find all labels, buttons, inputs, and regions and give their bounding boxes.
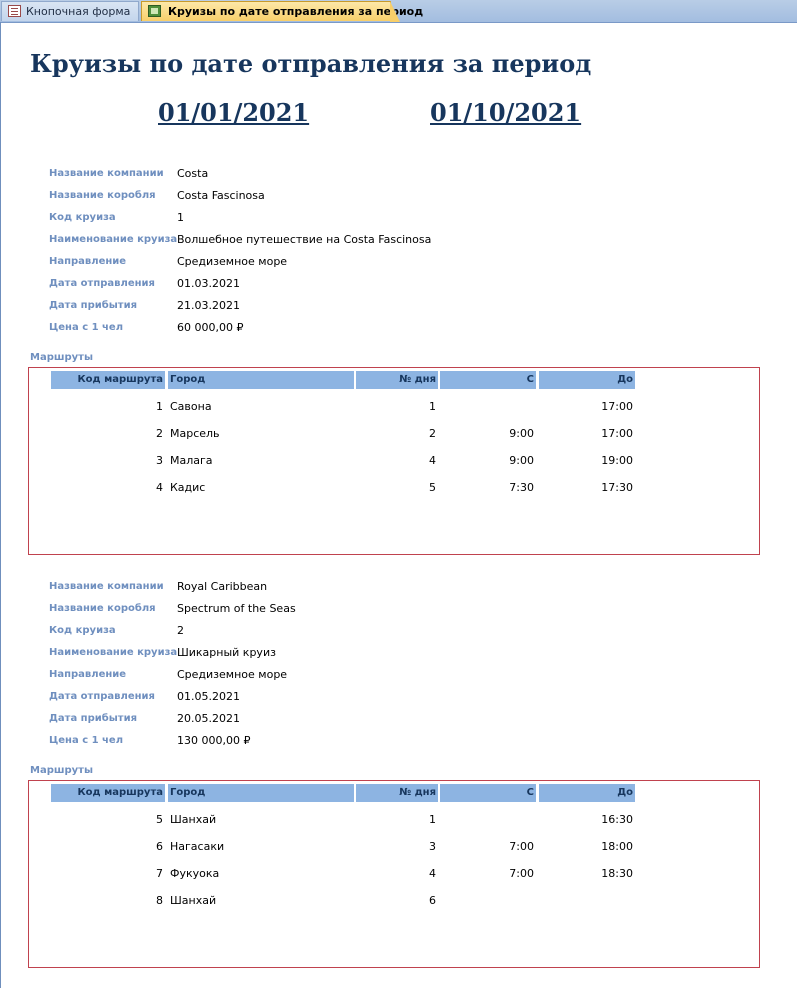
tab-label: Круизы по дате отправления за период	[168, 5, 424, 18]
route-from-cell: 7:30	[509, 481, 534, 494]
route-city-cell: Малага	[170, 454, 213, 467]
arrival-date-label: Дата прибытия	[49, 300, 138, 311]
route-to-cell: 17:00	[601, 427, 633, 440]
ship-name-label: Название коробля	[49, 603, 156, 614]
arrival-date-label: Дата прибытия	[49, 713, 138, 724]
tab-switchboard-form[interactable]	[1, 1, 139, 21]
route-city-cell: Шанхай	[170, 813, 217, 826]
column-header-day-number: № дня	[356, 371, 438, 389]
route-to-cell: 19:00	[601, 454, 633, 467]
ship-name-label: Название коробля	[49, 190, 156, 201]
column-header-city: Город	[168, 371, 354, 389]
route-code-cell: 1	[156, 400, 163, 413]
column-header-from: С	[440, 371, 536, 389]
direction-value: Средиземное море	[177, 255, 288, 268]
route-day-cell: 1	[429, 400, 436, 413]
column-header-route-code: Код маршрута	[51, 784, 165, 802]
cruise-code-label: Код круиза	[49, 625, 116, 636]
company-name-label: Название компании	[49, 581, 164, 592]
cruise-code-row	[0, 623, 797, 639]
route-city-cell: Шанхай	[170, 894, 217, 907]
route-day-cell: 2	[429, 427, 436, 440]
period-end-date: 01/10/2021	[430, 98, 582, 127]
route-day-cell: 6	[429, 894, 436, 907]
route-code-cell: 5	[156, 813, 163, 826]
route-day-cell: 1	[429, 813, 436, 826]
company-name-value: Costa	[177, 167, 209, 180]
direction-value: Средиземное море	[177, 668, 288, 681]
cruise-name-label: Наименование круиза	[49, 647, 178, 658]
departure-date-row	[0, 276, 797, 292]
cruise-name-value: Шикарный круиз	[177, 646, 276, 659]
cruise-code-value: 2	[177, 624, 184, 637]
document-tab-bar	[0, 0, 797, 23]
ship-name-row	[0, 601, 797, 617]
departure-date-value: 01.03.2021	[177, 277, 240, 290]
routes-subform[interactable]	[28, 780, 760, 968]
column-header-to: До	[539, 784, 635, 802]
cruise-code-row	[0, 210, 797, 226]
route-from-cell	[440, 400, 536, 414]
route-code-cell: 8	[156, 894, 163, 907]
ship-name-value: Costa Fascinosa	[177, 189, 265, 202]
price-per-person-row	[0, 733, 797, 749]
route-from-cell: 7:00	[509, 840, 534, 853]
company-name-value: Royal Caribbean	[177, 580, 268, 593]
route-day-cell: 4	[429, 454, 436, 467]
departure-date-label: Дата отправления	[49, 278, 155, 289]
column-header-day-number: № дня	[356, 784, 438, 802]
route-code-cell: 2	[156, 427, 163, 440]
route-to-cell: 16:30	[601, 813, 633, 826]
route-to-cell: 17:00	[601, 400, 633, 413]
route-to-cell: 17:30	[601, 481, 633, 494]
cruise-name-value: Волшебное путешествие на Costa Fascinosa	[177, 233, 432, 246]
route-from-cell	[440, 894, 536, 908]
column-header-city: Город	[168, 784, 354, 802]
arrival-date-row	[0, 711, 797, 727]
route-city-cell: Марсель	[170, 427, 220, 440]
route-day-cell: 5	[429, 481, 436, 494]
price-per-person-label: Цена с 1 чел	[49, 735, 124, 746]
route-city-cell: Фукуока	[170, 867, 220, 880]
route-city-cell: Кадис	[170, 481, 206, 494]
route-from-cell: 7:00	[509, 867, 534, 880]
report-title: Круизы по дате отправления за период	[30, 49, 592, 78]
column-header-to: До	[539, 371, 635, 389]
route-to-cell: 18:30	[601, 867, 633, 880]
arrival-date-value: 21.03.2021	[177, 299, 240, 312]
tab-label: Кнопочная форма	[26, 5, 131, 18]
direction-row	[0, 667, 797, 683]
tab-cruises-report[interactable]	[141, 1, 424, 21]
route-code-cell: 3	[156, 454, 163, 467]
route-code-cell: 6	[156, 840, 163, 853]
direction-row	[0, 254, 797, 270]
price-per-person-label: Цена с 1 чел	[49, 322, 124, 333]
column-header-from: С	[440, 784, 536, 802]
column-header-route-code: Код маршрута	[51, 371, 165, 389]
report-icon	[148, 5, 161, 17]
arrival-date-row	[0, 298, 797, 314]
route-from-cell	[440, 813, 536, 827]
route-day-cell: 4	[429, 867, 436, 880]
cruise-name-label: Наименование круиза	[49, 234, 178, 245]
direction-label: Направление	[49, 669, 127, 680]
route-code-cell: 4	[156, 481, 163, 494]
ship-name-value: Spectrum of the Seas	[177, 602, 296, 615]
cruise-code-label: Код круиза	[49, 212, 116, 223]
route-city-cell: Нагасаки	[170, 840, 225, 853]
company-name-row	[0, 166, 797, 182]
cruise-code-value: 1	[177, 211, 184, 224]
route-from-cell: 9:00	[509, 454, 534, 467]
direction-label: Направление	[49, 256, 127, 267]
route-city-cell: Савона	[170, 400, 212, 413]
price-per-person-row	[0, 320, 797, 336]
route-from-cell: 9:00	[509, 427, 534, 440]
route-to-cell: 18:00	[601, 840, 633, 853]
departure-date-label: Дата отправления	[49, 691, 155, 702]
cruise-name-row	[0, 232, 797, 248]
route-day-cell: 3	[429, 840, 436, 853]
departure-date-value: 01.05.2021	[177, 690, 240, 703]
cruise-name-row	[0, 645, 797, 661]
price-per-person-value: 130 000,00 ₽	[177, 734, 251, 747]
routes-section-label: Маршруты	[30, 765, 93, 776]
route-code-cell: 7	[156, 867, 163, 880]
arrival-date-value: 20.05.2021	[177, 712, 240, 725]
price-per-person-value: 60 000,00 ₽	[177, 321, 244, 334]
period-start-date: 01/01/2021	[158, 98, 310, 127]
routes-subform[interactable]	[28, 367, 760, 555]
company-name-row	[0, 579, 797, 595]
route-to-cell	[539, 894, 635, 908]
company-name-label: Название компании	[49, 168, 164, 179]
routes-section-label: Маршруты	[30, 352, 93, 363]
form-icon	[8, 5, 21, 17]
ship-name-row	[0, 188, 797, 204]
departure-date-row	[0, 689, 797, 705]
